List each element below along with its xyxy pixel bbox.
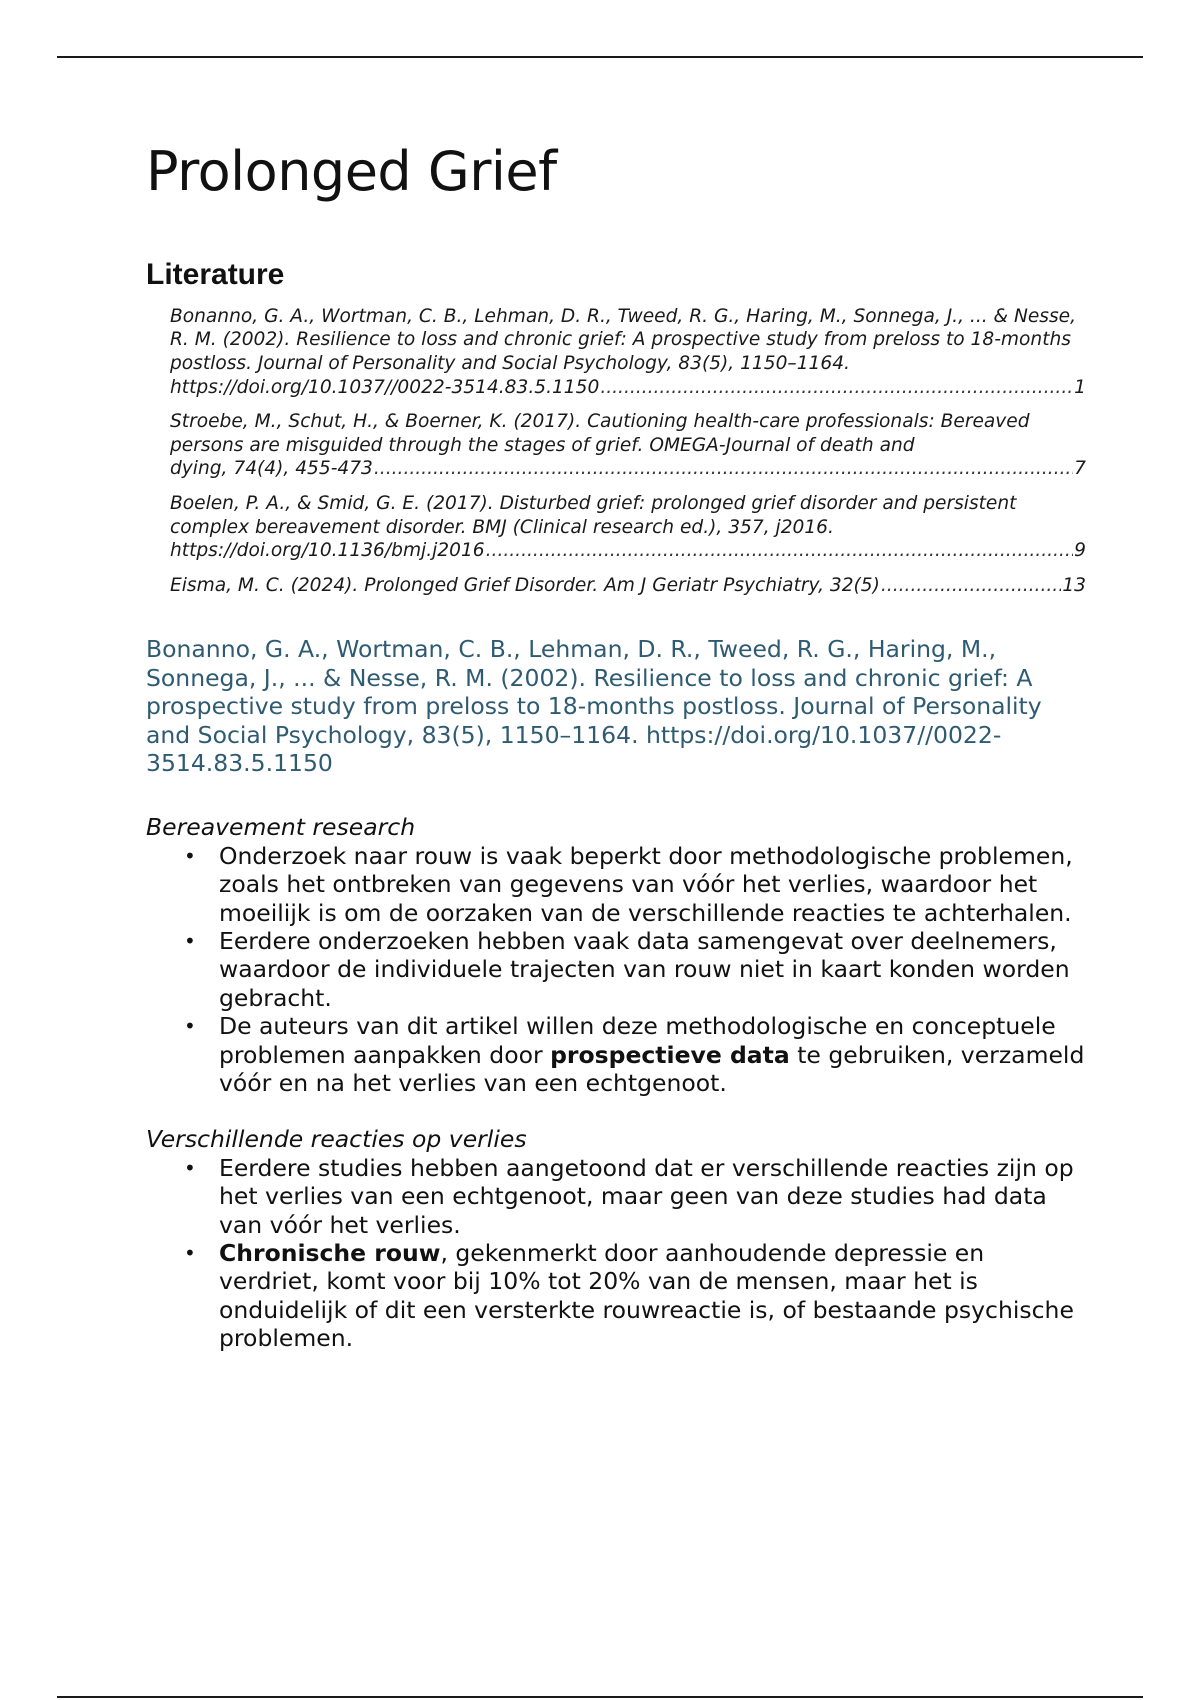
bullet-icon: • — [184, 1014, 196, 1039]
toc-entry-link: https://doi.org/10.1136/bmj.j2016 — [170, 540, 485, 562]
toc-leader-dots — [374, 457, 1073, 481]
bullet-list — [146, 842, 1086, 1098]
toc-entry[interactable] — [170, 492, 1086, 563]
literature-heading: Literature — [146, 257, 285, 291]
reference-heading: Bonanno, G. A., Wortman, C. B., Lehman, D. R., Tweed, R. G., Haring, M., Sonnega, J., ... & Nesse, R. M. (2002). Resilience to loss and chronic grief: A prospective study from preloss to 18-months postloss. Journal of Personality and Social Psychology, 83(5), 1150–1164. https://doi.org/10.1037//0022-3514.83.5.1150 — [146, 635, 1042, 777]
toc-entry[interactable] — [170, 410, 1086, 481]
toc-entry[interactable] — [170, 574, 1086, 598]
toc-entry-last-line — [170, 539, 1086, 563]
page-content — [146, 140, 1086, 1353]
toc-entry-last-line — [170, 574, 1086, 598]
toc-leader-dots — [486, 539, 1074, 563]
bold-term: Chronische rouw — [219, 1239, 441, 1268]
toc-leader-dots — [881, 574, 1061, 598]
toc-page-number: 13 — [1062, 574, 1086, 596]
section-title-verschillende-reacties: Verschillende reacties op verlies — [146, 1125, 527, 1154]
toc-entry-link: dying, 74(4), 455-473 — [170, 458, 373, 480]
toc-page-number: 1 — [1074, 376, 1086, 398]
toc-entry-text: Stroebe, M., Schut, H., & Boerner, K. (2017). Cautioning health-care professionals: Bereaved persons are misguided through the stages of grief. OMEGA-Journal of death and — [170, 411, 1030, 456]
section-title-bereavement-research: Bereavement research — [146, 813, 416, 842]
bullet-icon: • — [184, 928, 196, 953]
list-item: • Chronische rouw, gekenmerkt door aanhoudende depressie en verdriet, komt voor bij 10% tot 20% van de mensen, maar het is onduidelijk of dit een versterkte rouwreactie is, of bestaande psychische problemen. — [184, 1239, 1074, 1353]
bold-term: prospectieve data — [550, 1040, 790, 1069]
list-item: • Eerdere onderzoeken hebben vaak data samengevat over deelnemers, waardoor de individuele trajecten van rouw niet in kaart konden worden gebracht. — [184, 926, 1070, 1012]
toc-page-number: 9 — [1074, 540, 1086, 562]
bullet-list — [146, 1154, 1086, 1353]
list-item: • Eerdere studies hebben aangetoond dat er verschillende reacties zijn op het verlies van een echtgenoot, maar geen van deze studies had data van vóór het verlies. — [184, 1153, 1074, 1239]
bullet-icon: • — [184, 843, 196, 868]
toc-page-number: 7 — [1074, 458, 1086, 480]
toc-entry-text: Boelen, P. A., & Smid, G. E. (2017). Disturbed grief: prolonged grief disorder and persistent complex bereavement disorder. BMJ (Clinical research ed.), 357, j2016. — [170, 492, 1017, 538]
toc-entry-link: https://doi.org/10.1037//0022-3514.83.5.1150 — [170, 376, 600, 398]
toc-entry-text: Bonanno, G. A., Wortman, C. B., Lehman, D. R., Tweed, R. G., Haring, M., Sonnega, J., ... & Nesse, R. M. (2002). Resilience to loss and chronic grief: A prospective study from preloss to 18-months postloss. Journal of Personality and Social Psychology, 83(5), 1150–1164. — [170, 305, 1077, 374]
toc-entry-last-line — [170, 376, 1086, 400]
page-title: Prolonged Grief — [146, 140, 557, 203]
list-item: • De auteurs van dit artikel willen deze methodologische en conceptuele problemen aanpakken door prospectieve data te gebruiken, verzameld vóór en na het verlies van een echtgenoot. — [184, 1012, 1085, 1098]
toc-leader-dots — [600, 376, 1073, 400]
list-item: • Onderzoek naar rouw is vaak beperkt door methodologische problemen, zoals het ontbreken van gegevens van vóór het verlies, waardoor het moeilijk is om de oorzaken van de verschillende reacties te achterhalen. — [184, 841, 1073, 927]
table-of-contents — [170, 305, 1086, 598]
toc-entry-last-line — [170, 457, 1086, 481]
bullet-icon: • — [184, 1155, 196, 1180]
toc-entry[interactable] — [170, 305, 1086, 399]
toc-entry-link: Eisma, M. C. (2024). Prolonged Grief Disorder. Am J Geriatr Psychiatry, 32(5) — [170, 574, 880, 596]
top-rule — [57, 56, 1143, 58]
bullet-icon: • — [184, 1241, 196, 1266]
bottom-rule — [57, 1696, 1143, 1698]
